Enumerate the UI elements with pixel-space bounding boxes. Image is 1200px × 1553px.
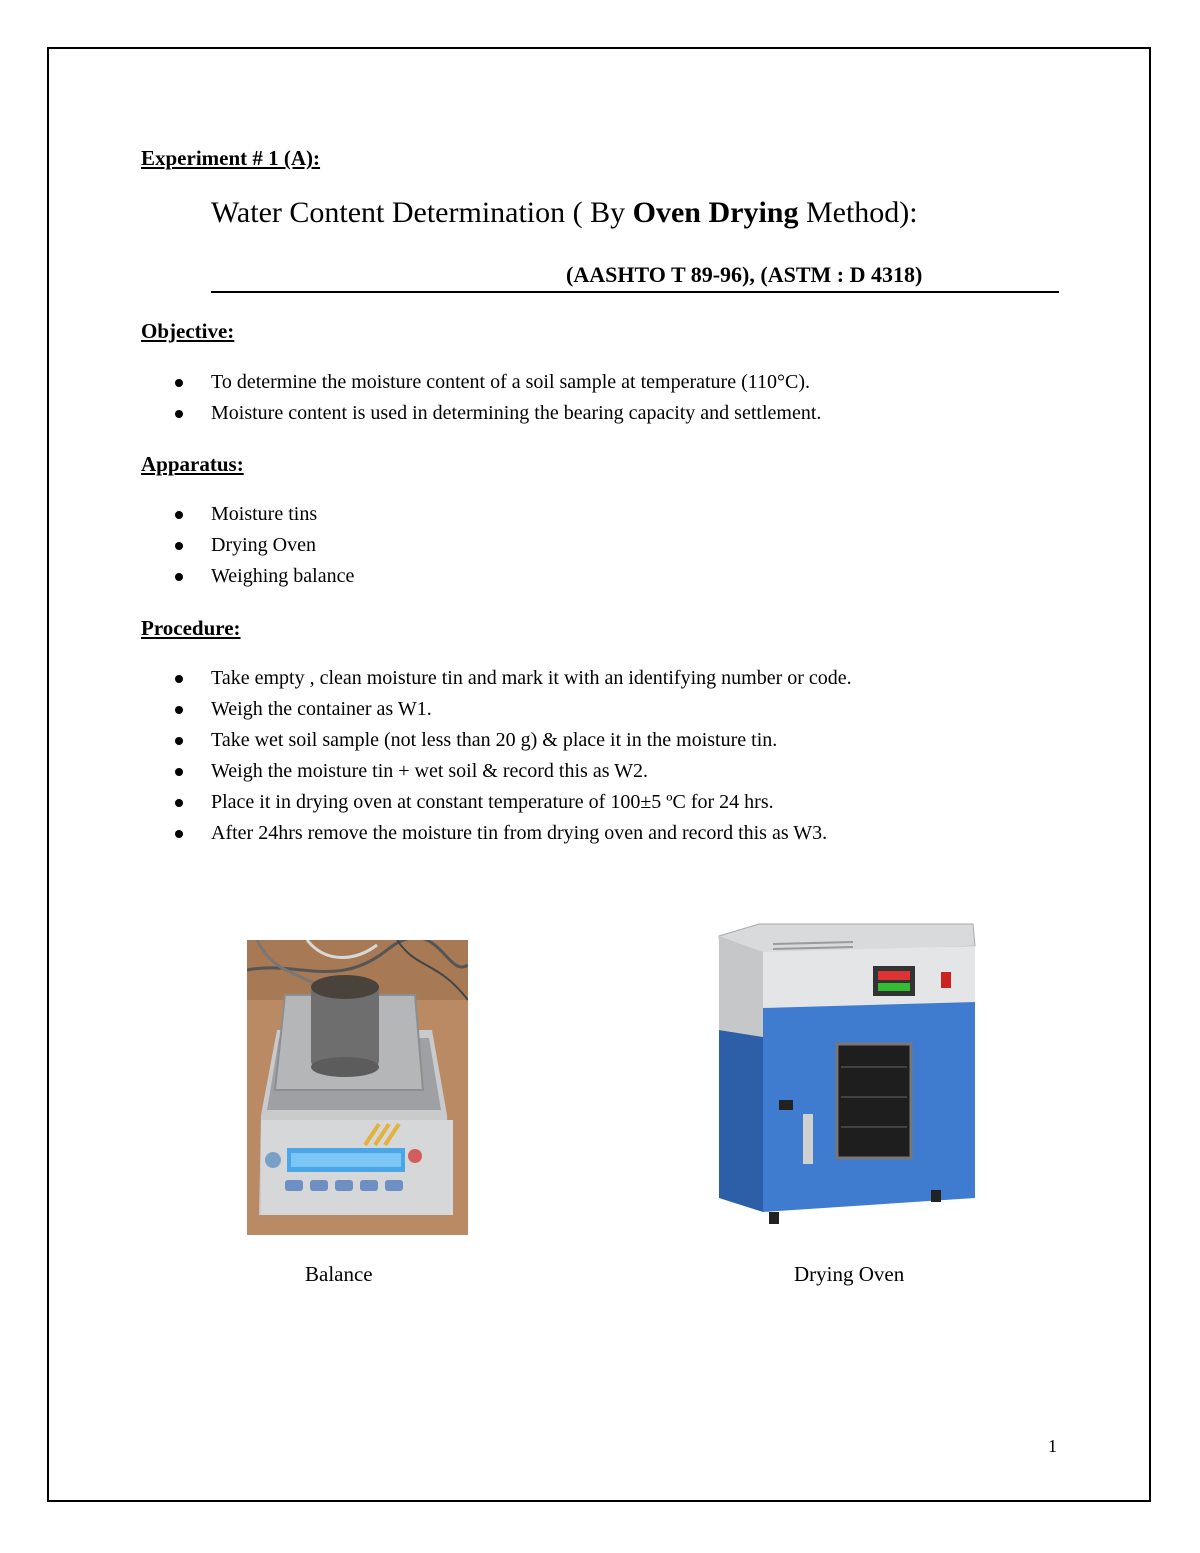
experiment-heading: Experiment # 1 (A):	[141, 146, 321, 170]
list-item: To determine the moisture content of a soil sample at temperature (110°C).	[172, 367, 821, 398]
procedure-heading: Procedure:	[141, 616, 241, 640]
list-item: Take empty , clean moisture tin and mark it with an identifying number or code.	[172, 663, 852, 694]
balance-caption: Balance	[305, 1262, 373, 1286]
objective-heading: Objective:	[141, 319, 235, 343]
title-rule	[211, 291, 1059, 293]
drying-oven-photo	[713, 922, 979, 1227]
document-title	[211, 196, 918, 230]
standards-reference: (AASHTO T 89-96), (ASTM : D 4318)	[566, 262, 923, 287]
oven-caption: Drying Oven	[794, 1262, 905, 1286]
list-item: Weigh the container as W1.	[172, 694, 852, 725]
list-item: Drying Oven	[172, 530, 354, 561]
title-prefix: Water Content Determination ( By	[211, 196, 633, 229]
title-suffix: Method):	[798, 196, 918, 229]
objective-list	[172, 367, 821, 429]
list-item: Moisture tins	[172, 499, 354, 530]
title-bold: Oven Drying	[632, 196, 799, 229]
page-number: 1	[1048, 1436, 1057, 1456]
procedure-list	[172, 663, 852, 849]
list-item: Moisture content is used in determining the bearing capacity and settlement.	[172, 398, 821, 429]
list-item: Take wet soil sample (not less than 20 g) & place it in the moisture tin.	[172, 725, 852, 756]
balance-photo	[247, 940, 468, 1235]
list-item: After 24hrs remove the moisture tin from drying oven and record this as W3.	[172, 818, 852, 849]
apparatus-list	[172, 499, 354, 592]
list-item: Place it in drying oven at constant temperature of 100±5 ºC for 24 hrs.	[172, 787, 852, 818]
list-item: Weigh the moisture tin + wet soil & record this as W2.	[172, 756, 852, 787]
apparatus-heading: Apparatus:	[141, 452, 244, 476]
list-item: Weighing balance	[172, 561, 354, 592]
